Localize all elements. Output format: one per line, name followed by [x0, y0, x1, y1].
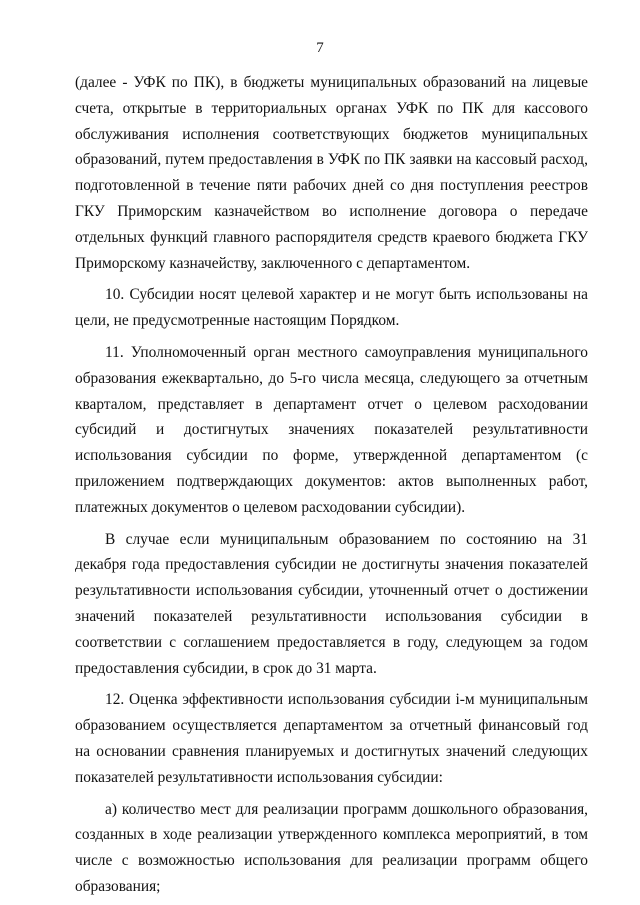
page-number: 7 [316, 40, 324, 56]
document-body [75, 70, 588, 900]
paragraph-continuation: (далее - УФК по ПК), в бюджеты муниципальных образований на лицевые счета, открытые в территориальных органах УФК по ПК для кассового обслуживания исполнения соответствующих бюджетов муниципальных образований, путем предоставления в УФК по ПК заявки на кассовый расход, подготовленной в течение пяти рабочих дней со дня поступления реестров ГКУ Приморским казначейством во исполнение договора о передаче отдельных функций главного распорядителя средств краевого бюджета ГКУ Приморскому казначейству, заключенного с департаментом. [75, 74, 588, 272]
paragraph-subitem-a: а) количество мест для реализации программ дошкольного образования, созданных в ходе реализации утвержденного комплекса мероприятий, в том числе с возможностью использования для реализации программ общего образования; [75, 800, 588, 895]
paragraph-december-report: В случае если муниципальным образованием по состоянию на 31 декабря года предоставления субсидии не достигнуты значения показателей результативности использования субсидии, уточненный отчет о достижении значений показателей результативности использования субсидии в соответствии с соглашением предоставляется в году, следующем за годом предоставления субсидии, в срок до 31 марта. [75, 530, 588, 677]
paragraph-item-12: 12. Оценка эффективности использования субсидии i-м муниципальным образованием осуществляется департаментом за отчетный финансовый год на основании сравнения планируемых и достигнутых значений следующих показателей результативности использования субсидии: [75, 691, 588, 786]
paragraph-item-11: 11. Уполномоченный орган местного самоуправления муниципального образования ежеквартально, до 5-го числа месяца, следующего за отчетным кварталом, представляет в департамент отчет о целевом расходовании субсидий и достигнутых значениях показателей результативности использования субсидии по форме, утвержденной департаментом (с приложением подтверждающих документов: актов выполненных работ, платежных документов о целевом расходовании субсидии). [75, 343, 588, 516]
paragraph-item-10: 10. Субсидии носят целевой характер и не могут быть использованы на цели, не предусмотренные настоящим Порядком. [75, 286, 588, 330]
